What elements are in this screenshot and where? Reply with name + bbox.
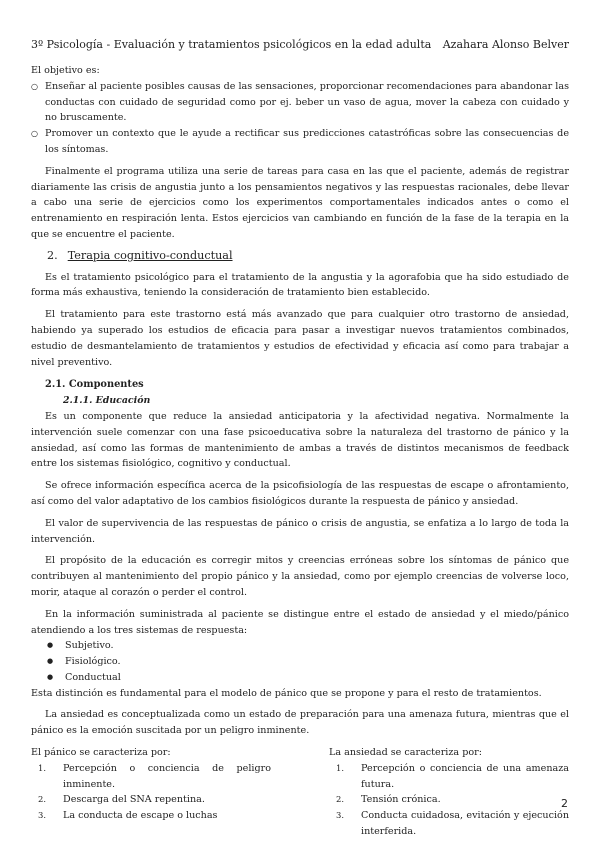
list-item [336, 761, 569, 793]
page-number: 2 [561, 797, 568, 810]
page-content [31, 63, 569, 840]
educacion-paragraph: El valor de supervivencia de las respuestas de pánico o crisis de angustia, se enfatiza a lo largo de toda la intervención. [31, 517, 569, 545]
panic-column-title: El pánico se caracteriza por: [31, 747, 171, 759]
objetivo-list [31, 79, 569, 158]
list-text: La conducta de escape o luchas [63, 810, 218, 822]
comparison-columns [31, 745, 569, 840]
section-2-1-1-heading: 2.1.1. Educación [63, 395, 151, 407]
list-item [336, 808, 569, 840]
objetivo-item: ○ Promover un contexto que le ayude a rectificar sus predicciones catastróficas sobre las consecuencias de los síntomas. [45, 126, 569, 158]
list-item [38, 792, 271, 808]
panic-column [31, 745, 271, 840]
list-item: ● Conductual [65, 670, 569, 686]
list-item [336, 792, 569, 808]
educacion-paragraph: El propósito de la educación es corregir mitos y creencias erróneas sobre los síntomas de pánico que contribuyen al mantenimiento del propio pánico y la ansiedad, como por ejemplo creencias de volverse loco, morir, ataque al corazón o perder el control. [31, 555, 569, 598]
list-text: Tensión crónica. [361, 794, 441, 806]
educacion-paragraph: Se ofrece información específica acerca de la psicofisiología de las respuestas de escape o afrontamiento, así como del valor adaptativo de los cambios fisiológicos durante la respuesta de pánico y ansiedad. [31, 480, 569, 507]
educacion-paragraph: En la información suministrada al paciente se distingue entre el estado de ansiedad y el miedo/pánico atendiendo a los tres sistemas de respuesta: [31, 608, 569, 636]
paragraph-finalmente: Finalmente el programa utiliza una serie de tareas para casa en las que el paciente, además de registrar diariamente las crisis de angustia junto a los pensamientos negativos y las respuestas racionales, debe llevar a cabo una serie de ejercicios como los experimentos comportamentales indicados antes o como el entrenamiento en respiración lenta. Estos ejercicios van cambiando en función de la fase de la terapia en la que se encuentre el paciente. [31, 165, 569, 240]
panic-list [31, 761, 271, 824]
header-author: Azahara Alonso Belver [442, 38, 569, 51]
section-2-paragraph: Es el tratamiento psicológico para el tratamiento de la angustia y la agorafobia que ha sido estudiado de forma más exhaustiva, teniendo la consideración de tratamiento bien establecido. [31, 271, 569, 299]
section-2-paragraph: El tratamiento para este trastorno está más avanzado que para cualquier otro trastorno de ansiedad, habiendo ya superado los estudios de eficacia para pasar a investigar nuevos tratamientos combinados, estudio de desmantelamiento de tratamientos y estudios de efectividad y eficacia así como para trabajar a nivel preventivo. [31, 309, 569, 368]
educacion-paragraph: La ansiedad es conceptualizada como un estado de preparación para una amenaza futura, mientras que el pánico es la emoción suscitada por un peligro inminente. [31, 709, 569, 737]
list-number: 3. [38, 810, 46, 821]
educacion-paragraph: Esta distinción es fundamental para el modelo de pánico que se propone y para el resto de tratamientos. [31, 687, 542, 699]
list-item [38, 761, 271, 793]
list-number: 1. [336, 762, 344, 773]
list-number: 1. [38, 762, 46, 773]
educacion-paragraph: Es un componente que reduce la ansiedad anticipatoria y la afectividad negativa. Normalmente la intervención suele comenzar con una fase psicoeducativa sobre la naturaleza del trastorno de pánico y la ansiedad, así como las formas de mantenimiento de ambas a través de distintos mecanismos de feedback entre los sistemas fisiológico, cognitivo y conductual. [31, 410, 569, 470]
response-systems-list [31, 638, 569, 685]
list-item: ● Subjetivo. [65, 638, 569, 654]
section-2-title: Terapia cognitivo-conductual [67, 248, 233, 262]
list-text: Conducta cuidadosa, evitación y ejecución interferida. [361, 810, 569, 838]
section-2-1-heading: 2.1. Componentes [45, 379, 144, 391]
list-text: Descarga del SNA repentina. [63, 794, 205, 806]
anxiety-column [329, 745, 569, 840]
list-number: 2. [336, 794, 344, 805]
list-text: Percepción o conciencia de peligro inminente. [63, 762, 271, 790]
list-number: 3. [336, 810, 344, 821]
section-2-heading [47, 248, 569, 264]
header-course-title: 3º Psicología - Evaluación y tratamientos psicológicos en la edad adulta [31, 38, 432, 51]
list-item [38, 808, 271, 824]
objetivo-item: ○ Enseñar al paciente posibles causas de las sensaciones, proporcionar recomendaciones para abandonar las conductas con cuidado de seguridad como por ej. beber un vaso de agua, mover la cabeza con cuidado y no bruscamente. [45, 79, 569, 126]
list-text: Percepción o conciencia de una amenaza futura. [361, 762, 569, 790]
page-header [31, 38, 569, 51]
anxiety-list [329, 761, 569, 840]
anxiety-column-title: La ansiedad se caracteriza por: [329, 747, 482, 759]
section-2-number: 2. [47, 248, 58, 262]
objetivo-intro: El objetivo es: [31, 65, 100, 76]
list-item: ● Fisiológico. [65, 654, 569, 670]
list-number: 2. [38, 794, 46, 805]
